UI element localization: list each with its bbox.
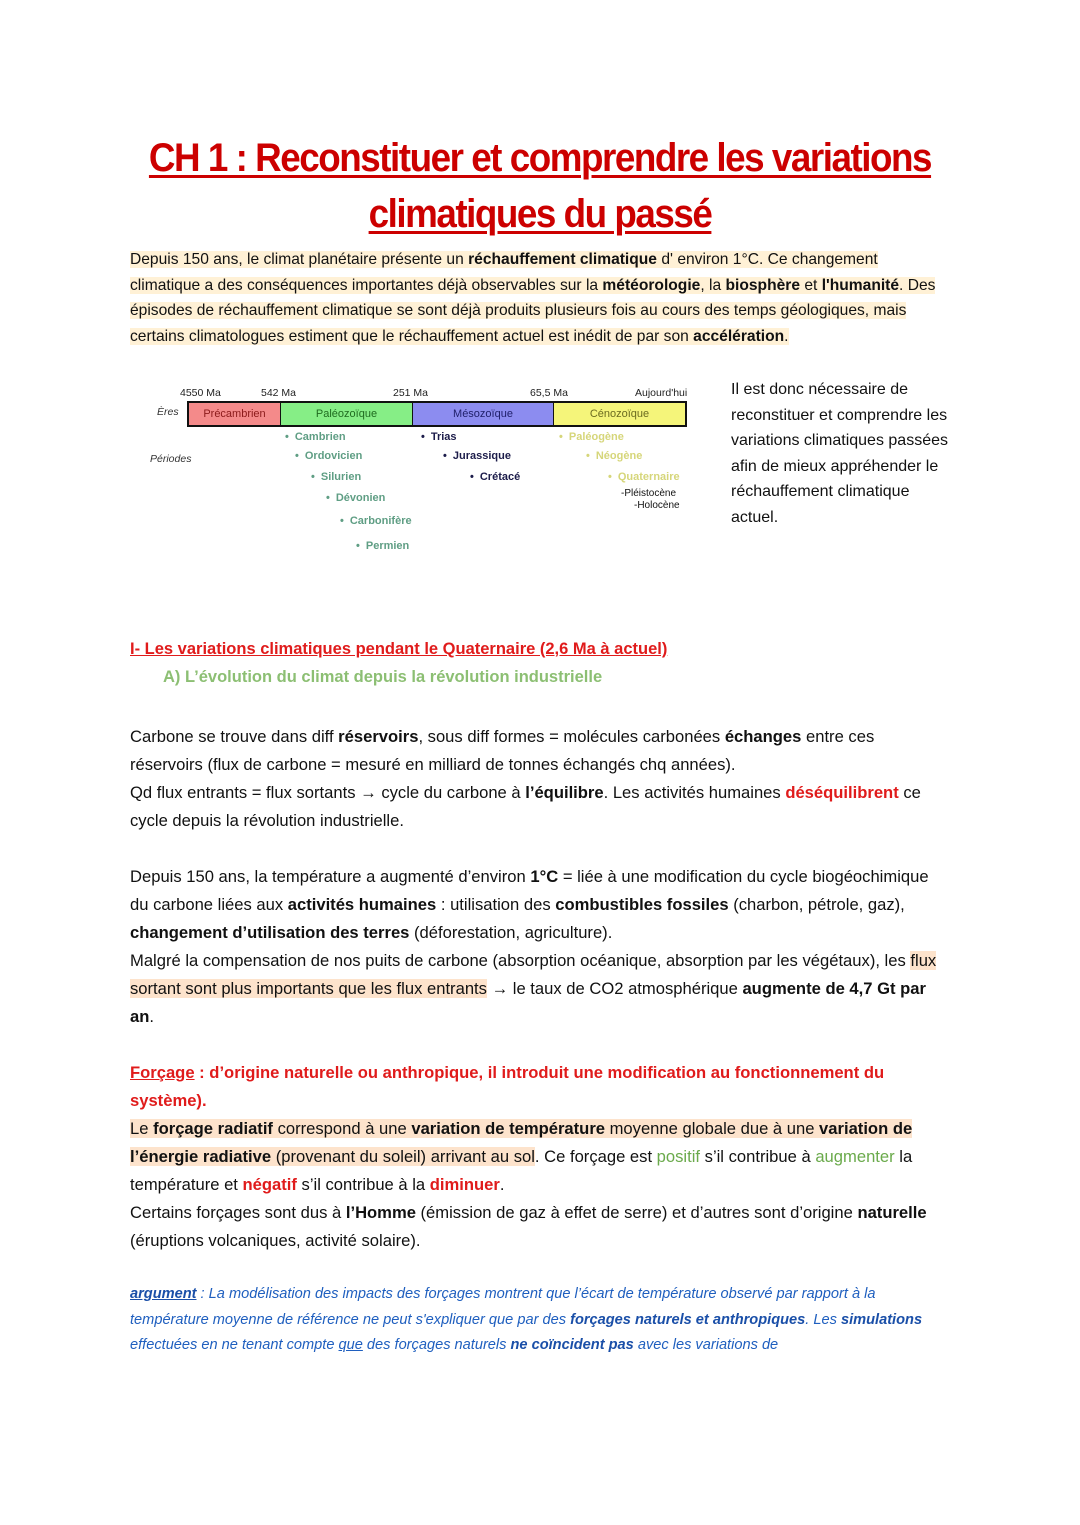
- text: avec les variations de: [633, 1337, 779, 1353]
- geologic-timeline-figure: [145, 385, 705, 565]
- period-item: • Carbonifère: [340, 515, 412, 527]
- periodes-row-label: Périodes: [150, 453, 192, 465]
- text: .: [149, 1007, 154, 1026]
- text: ce cycle depuis la révolution industrielle.: [130, 783, 921, 830]
- era-paleozoique: Paléozoïque: [281, 403, 413, 425]
- text: .: [499, 1175, 505, 1194]
- section-heading: I- Les variations climatiques pendant le Quaternaire (2,6 Ma à actuel): [130, 640, 668, 658]
- temperature-paragraph: [130, 863, 950, 1031]
- side-note: Il est donc nécessaire de reconstituer et comprendre les variations climatiques passées afin de mieux appréhender le réchauffement climatique actuel.: [731, 381, 948, 526]
- text: Depuis 150 ans, le climat planétaire présente un: [130, 251, 469, 268]
- epoch-item: -Holocène: [634, 500, 680, 511]
- bold-text: forçage radiatif: [153, 1119, 273, 1138]
- text: correspond à une: [272, 1119, 412, 1138]
- bold-text: biosphère: [725, 276, 801, 294]
- underlined-text: que: [338, 1337, 363, 1353]
- text: s’il contribue à: [700, 1147, 816, 1166]
- period-item: • Trias: [421, 431, 457, 443]
- text: . Les activités humaines: [603, 783, 786, 802]
- forcage-definition: [130, 1063, 884, 1110]
- bold-text: l’Homme: [345, 1203, 416, 1222]
- text: (éruptions volcaniques, activité solaire).: [130, 1231, 421, 1250]
- period-item: • Dévonien: [326, 492, 385, 504]
- text: moyenne globale due à une: [605, 1119, 820, 1138]
- bold-text: l’équilibre: [525, 783, 604, 802]
- bold-text: forçages naturels et anthropiques: [570, 1311, 806, 1328]
- text: (charbon, pétrole, gaz),: [728, 895, 905, 914]
- forcage-term: Forçage: [130, 1063, 195, 1082]
- era-mesozoique: Mésozoïque: [413, 403, 554, 425]
- epoch-item: -Pléistocène: [621, 488, 677, 499]
- age-label: 4550 Ma: [180, 387, 221, 399]
- bold-text: variation de température: [411, 1119, 605, 1138]
- text: , la: [700, 276, 726, 294]
- period-item: • Néogène: [586, 450, 642, 462]
- era-cenozoique: Cénozoïque: [554, 403, 685, 425]
- bold-text: combustibles fossiles: [555, 895, 729, 914]
- text: . Les: [805, 1311, 841, 1328]
- text: : d’origine naturelle ou anthropique, il introduit une modification au fonctionnement du système).: [130, 1063, 885, 1110]
- age-label: Aujourd'hui: [635, 387, 688, 399]
- text: Carbone se trouve dans diff: [130, 727, 339, 746]
- text: .: [784, 327, 789, 345]
- age-label: 542 Ma: [261, 387, 297, 399]
- carbon-cycle-paragraph: [130, 723, 950, 835]
- text: : utilisation des: [436, 895, 556, 914]
- era-precambrien: Précambrien: [189, 403, 281, 425]
- red-bold-text: diminuer: [429, 1175, 500, 1194]
- text: s’il contribue à la: [296, 1175, 430, 1194]
- red-bold-text: déséquilibrent: [785, 783, 899, 802]
- bold-text: l'humanité: [821, 276, 900, 294]
- bold-text: accélération: [693, 327, 785, 345]
- text: : La modélisation des impacts des forçages montrent que l’écart de température observé par rapport à la température moyenne de référence ne peut s'expliquer que par des: [130, 1286, 876, 1328]
- text: . Des épisodes de réchauffement climatique se sont déjà produits plusieurs fois au cours des temps géologiques, mais certains climatologues estiment que le réchauffement actuel est inédit de par son: [130, 276, 936, 345]
- text: Certains forçages sont dus à: [130, 1203, 346, 1222]
- subsection-heading: A) L’évolution du climat depuis la révolution industrielle: [163, 668, 603, 686]
- bold-text: naturelle: [857, 1203, 927, 1222]
- bold-text: variation de l’énergie radiative: [130, 1119, 913, 1166]
- period-item: • Jurassique: [443, 450, 511, 462]
- text: et: [800, 276, 822, 294]
- text: Le: [130, 1119, 154, 1138]
- text: . Ce forçage est: [534, 1147, 657, 1166]
- bold-text: échanges: [724, 727, 802, 746]
- bold-text: simulations: [840, 1311, 923, 1328]
- text: la température et: [130, 1147, 913, 1194]
- text: (provenant du soleil) arrivant au sol: [271, 1147, 535, 1166]
- text: = liée à une modification du cycle biogéochimique du carbone liées aux: [130, 867, 929, 914]
- period-item: • Silurien: [311, 471, 361, 483]
- period-item: • Paléogène: [559, 431, 624, 443]
- text: Malgré la compensation de nos puits de carbone (absorption océanique, absorption par les végétaux), les: [130, 951, 911, 970]
- highlighted-text: flux sortant sont plus importants que les flux entrants: [130, 951, 937, 998]
- bold-text: changement d’utilisation des terres: [130, 923, 410, 942]
- period-item: • Ordovicien: [295, 450, 362, 462]
- text: → le taux de CO2 atmosphérique: [486, 979, 743, 998]
- period-item: • Permien: [356, 540, 409, 552]
- text: (émission de gaz à effet de serre) et d’autres sont d’origine: [415, 1203, 858, 1222]
- age-label: 65,5 Ma: [530, 387, 568, 399]
- text: Depuis 150 ans, la température a augmenté d’environ: [130, 867, 531, 886]
- forcage-paragraph: [130, 1059, 950, 1255]
- bold-text: météorologie: [602, 276, 701, 294]
- bold-text: 1°C: [530, 867, 559, 886]
- red-bold-text: négatif: [242, 1175, 297, 1194]
- intro-paragraph: [130, 247, 950, 349]
- page-title: [43, 130, 1037, 242]
- bold-text: augmente de 4,7 Gt par an: [130, 979, 926, 1026]
- green-text: positif: [656, 1147, 701, 1166]
- green-text: augmenter: [815, 1147, 895, 1166]
- bold-text: activités humaines: [287, 895, 437, 914]
- eres-row-label: Ères: [157, 406, 179, 418]
- title-line-1: CH 1 : Reconstituer et comprendre les variations: [148, 136, 932, 180]
- text: (déforestation, agriculture).: [409, 923, 613, 942]
- bold-text: ne coïncident pas: [510, 1337, 634, 1353]
- argument-paragraph: [130, 1282, 950, 1359]
- bold-text: réservoirs: [338, 727, 419, 746]
- title-line-2: climatiques du passé: [368, 192, 712, 236]
- argument-label: argument: [130, 1286, 197, 1302]
- text: entre ces réservoirs (flux de carbone = mesuré en milliard de tonnes échangés chq années).: [130, 727, 875, 774]
- text: d' environ 1°C. Ce changement climatique a des conséquences importantes déjà observables sur la: [130, 251, 878, 294]
- period-item: • Quaternaire: [608, 471, 680, 483]
- text: effectuées en ne tenant compte: [130, 1337, 339, 1353]
- period-item: • Crétacé: [470, 471, 520, 483]
- age-label: 251 Ma: [393, 387, 429, 399]
- eras-bar: [187, 401, 687, 427]
- text: Qd flux entrants = flux sortants → cycle du carbone à: [130, 783, 526, 802]
- text: , sous diff formes = molécules carbonées: [418, 727, 725, 746]
- period-item: • Cambrien: [285, 431, 346, 443]
- text: des forçages naturels: [362, 1337, 511, 1353]
- bold-text: réchauffement climatique: [468, 251, 657, 268]
